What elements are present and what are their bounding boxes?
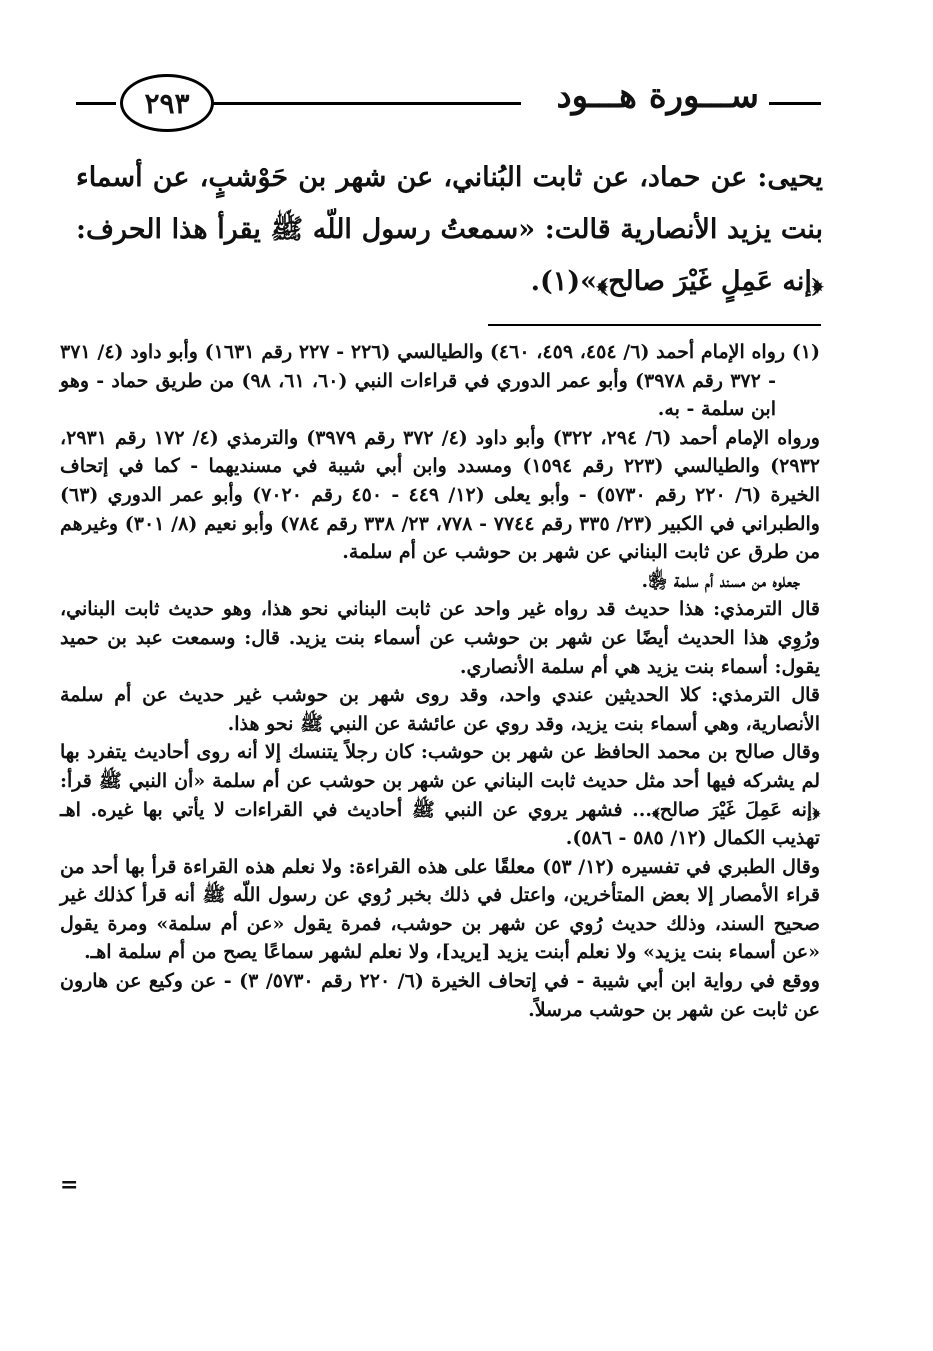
continuation-mark: = xyxy=(60,1172,79,1198)
footnote-separator xyxy=(488,324,821,326)
footnote-paragraph: ووقع في رواية ابن أبي شيبة - في إتحاف الخيرة (٦/ ٢٢٠ رقم ٥٧٣٠/ ٣) - عن وكيع عن هارون عن ثابت عن شهر بن حوشب مرسلاً. xyxy=(60,970,820,1021)
footnote-paragraph: قال الترمذي: كلا الحديثين عندي واحد، وقد روى شهر بن حوشب غير حديث عن أم سلمة الأنصارية، وهي أسماء بنت يزيد، وقد روي عن عائشة عن النبي ﷺ نحو هذا. xyxy=(60,684,820,735)
footnote-paragraph: جعلوه من مسند أم سلمة ﵂. xyxy=(641,569,800,592)
main-text: يحيى: عن حماد، عن ثابت البُناني، عن شهر بن حَوْشبٍ، عن أسماء بنت يزيد الأنصارية قالت: «سمعتُ رسول اللّه ﷺ يقرأ هذا الحرف: ﴿إنه عَمِلٍ غَيْرَ صالح﴾»(١). xyxy=(76,162,823,297)
footnote-paragraph: ورواه الإمام أحمد (٦/ ٢٩٤، ٣٢٢) وأبو داود (٤/ ٣٧٢ رقم ٣٩٧٩) والترمذي (٤/ ١٧٢ رقم ٢٩٣١، ٢٩٣٢) والطيالسي (٢٢٣ رقم ١٥٩٤) ومسدد وابن أبي شيبة في مسنديهما - كما في إتحاف الخيرة (٦/ ٢٢٠ رقم ٥٧٣٠) - وأبو يعلى (١٢/ ٤٤٩ - ٤٥٠ رقم ٧٠٢٠) وأبو عمر الدوري (٦٣) والطبراني في الكبير (٢٣/ ٣٣٥ رقم ٧٧٤٤ - ٧٧٨، ٢٣/ ٣٣٨ رقم ٧٨٤) وأبو نعيم (٨/ ٣٠١) وغيرهم من طرق عن ثابت البناني عن شهر بن حوشب عن أم سلمة. xyxy=(60,426,820,564)
header-rule-left xyxy=(76,102,116,105)
footnote-paragraph: وقال صالح بن محمد الحافظ عن شهر بن حوشب: كان رجلاً يتنسك إلا أنه روى أحاديث يتفرد بها لم يشركه فيها أحد مثل حديث ثابت البناني عن شهر بن حوشب عن أم سلمة «أن النبي ﷺ قرأ: ﴿إنه عَمِلَ غَيْرَ صالح﴾... فشهر يروي عن النبي ﷺ أحاديث في القراءات لا يأتي بها غيره. اهـ تهذيب الكمال (١٢/ ٥٨٥ - ٥٨٦). xyxy=(60,741,820,850)
footnote-1: (١) رواه الإمام أحمد (٦/ ٤٥٤، ٤٥٩، ٤٦٠) والطيالسي (٢٢٦ - ٢٢٧ رقم ١٦٣١) وأبو داود (٤/ ٣٧١ - ٣٧٢ رقم ٣٩٧٨) وأبو عمر الدوري في قراءات النبي (٦٠، ٦١، ٩٨) من طريق حماد - وهو ابن سلمة - به. xyxy=(60,341,821,421)
page-number: ٢٩٣ xyxy=(120,74,214,132)
surah-title: ســـورة هـــود xyxy=(556,76,759,116)
header-rule-right xyxy=(769,102,821,105)
footnote-paragraph: وقال الطبري في تفسيره (١٢/ ٥٣) معلقًا على هذه القراءة: ولا نعلم هذه القراءة قرأ بها أحد من قراء الأمصار إلا بعض المتأخرين، واعتل في ذلك بخبر رُوي عن رسول اللّه ﷺ أنه قرأ كذلك غير صحيح السند، وذلك حديث رُوي عن شهر بن حوشب، فمرة يقول «عن أم سلمة» ومرة يقول «عن أسماء بنت يزيد» ولا نعلم أبنت يزيد [يريد]، ولا نعلم لشهر سماعًا يصح من أم سلمة اهـ. xyxy=(60,855,820,964)
header-rule-middle xyxy=(211,102,521,105)
footnotes xyxy=(60,338,820,1024)
page-header xyxy=(76,70,821,140)
footnote-paragraph: قال الترمذي: هذا حديث قد رواه غير واحد عن ثابت البناني نحو هذا، وهو حديث ثابت البناني، ورُوِي هذا الحديث أيضًا عن شهر بن حوشب عن أسماء بنت يزيد. قال: وسمعت عبد بن حميد يقول: أسماء بنت يزيد هي أم سلمة الأنصاري. xyxy=(60,598,820,678)
